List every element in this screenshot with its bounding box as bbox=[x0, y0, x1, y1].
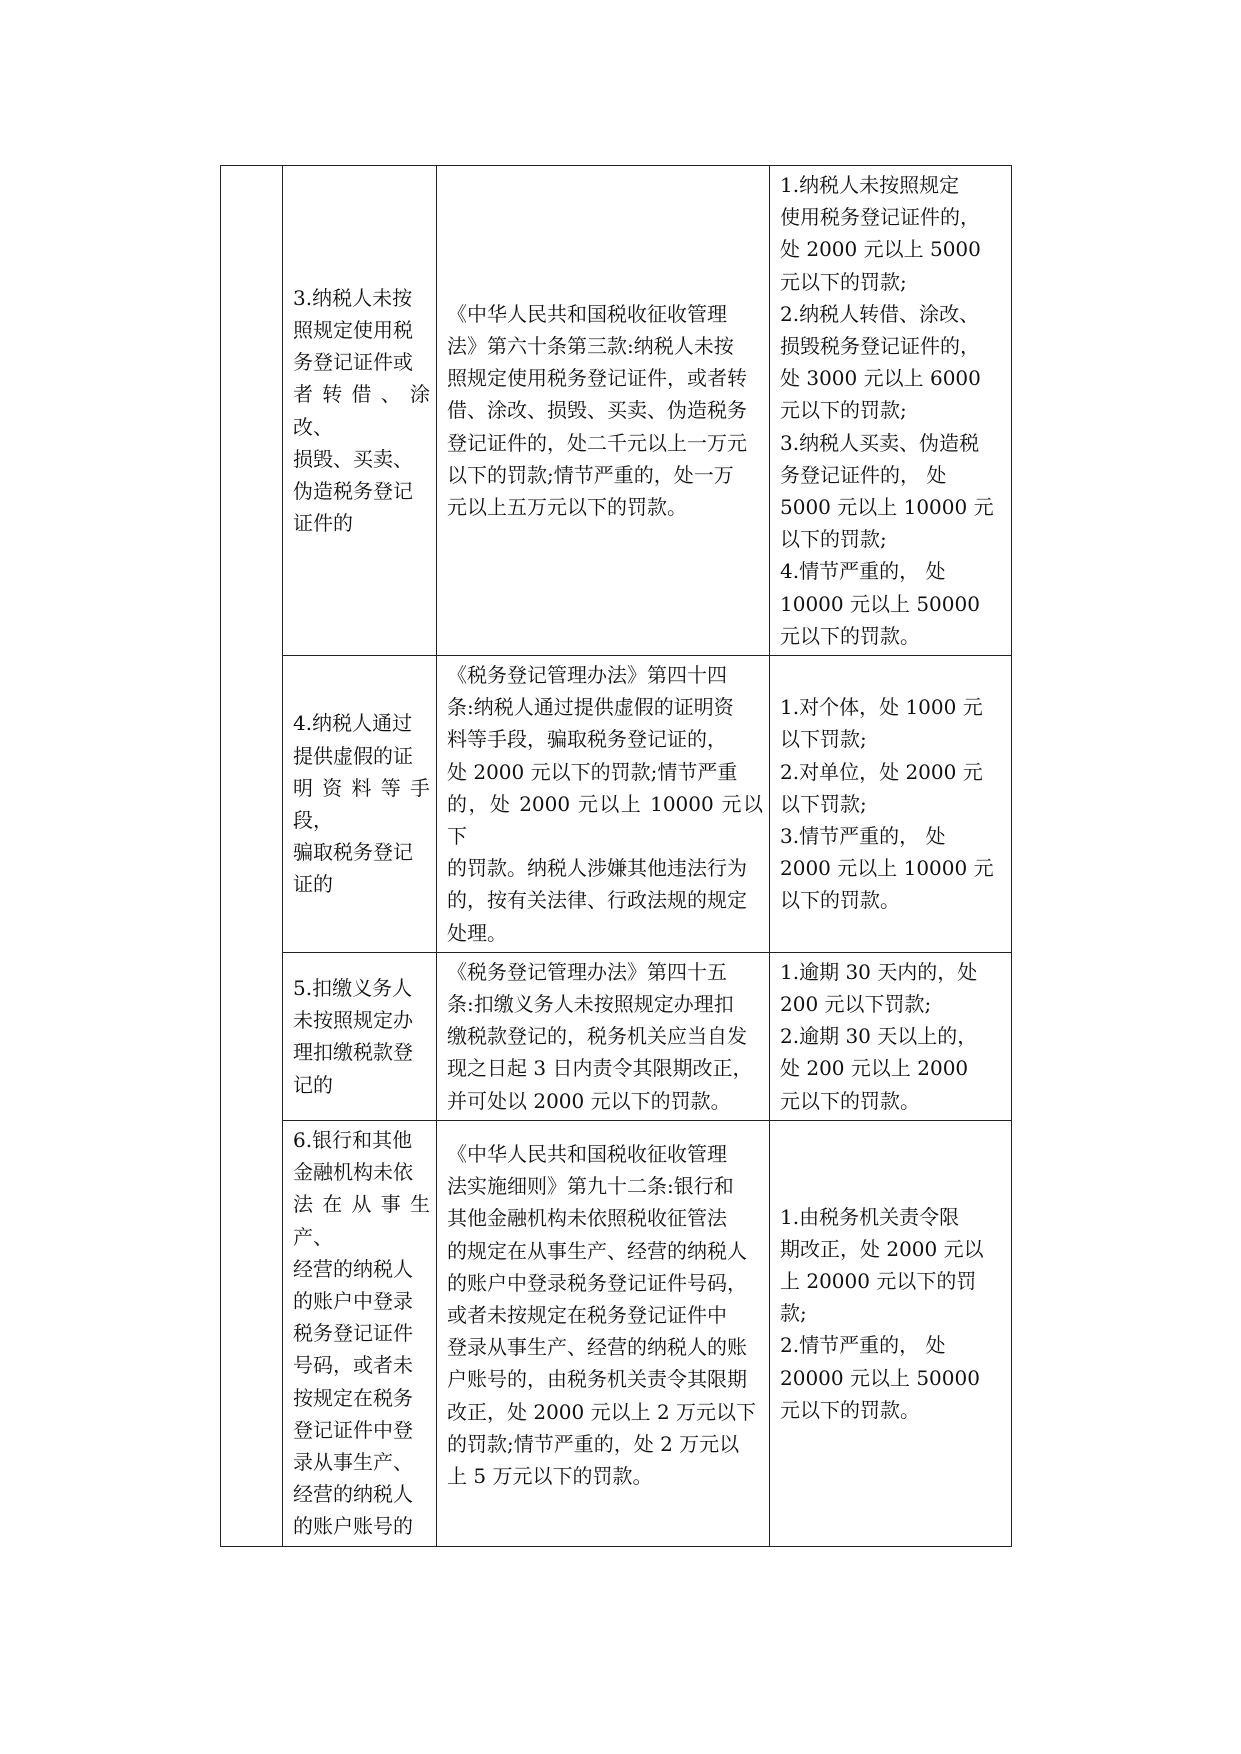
basis-line: 元以上五万元以下的罚款。 bbox=[447, 495, 687, 520]
penalty-line: 2000 元以上 10000 元 bbox=[780, 856, 994, 881]
violation-cell bbox=[283, 1120, 437, 1546]
penalty-line: 2.逾期 30 天以上的， bbox=[780, 1024, 978, 1049]
basis-line: 《中华人民共和国税收征收管理 bbox=[447, 301, 727, 326]
violation-line: 号码，或者未 bbox=[293, 1353, 413, 1378]
legal-basis-cell bbox=[437, 952, 770, 1120]
penalty-line: 1.对个体，处 1000 元 bbox=[780, 695, 983, 720]
penalty-line: 3.纳税人买卖、伪造税 bbox=[780, 430, 980, 455]
violation-line: 的账户账号的 bbox=[293, 1514, 413, 1539]
penalty-line: 款; bbox=[780, 1301, 807, 1326]
legal-basis-cell bbox=[437, 1120, 770, 1546]
basis-line: 并可处以 2000 元以下的罚款。 bbox=[447, 1088, 731, 1113]
penalty-line: 元以下的罚款。 bbox=[780, 1088, 920, 1113]
violation-line: 明资料等手段， bbox=[293, 775, 430, 832]
basis-line: 户账号的，由税务机关责令其限期 bbox=[447, 1367, 747, 1392]
violation-line: 者转借、涂改、 bbox=[293, 382, 430, 439]
basis-line: 《税务登记管理办法》第四十五 bbox=[447, 959, 727, 984]
basis-line: 法实施细则》第九十二条:银行和 bbox=[447, 1174, 734, 1199]
basis-line: 或者未按规定在税务登记证件中 bbox=[447, 1302, 727, 1327]
violation-line: 5.扣缴义务人 bbox=[293, 975, 413, 1000]
basis-line: 上 5 万元以下的罚款。 bbox=[447, 1463, 653, 1488]
legal-basis-cell bbox=[437, 166, 770, 656]
penalty-line: 以下罚款; bbox=[780, 727, 867, 752]
penalty-line: 1.逾期 30 天内的，处 bbox=[780, 959, 978, 984]
penalty-line: 200 元以下罚款; bbox=[780, 992, 932, 1017]
penalty-line: 3.情节严重的， 处 bbox=[780, 824, 946, 849]
violation-line: 提供虚假的证 bbox=[293, 743, 413, 768]
category-cell bbox=[221, 166, 283, 1547]
violation-line: 未按照规定办 bbox=[293, 1008, 413, 1033]
violation-line: 骗取税务登记 bbox=[293, 840, 413, 865]
basis-line: 处理。 bbox=[447, 920, 507, 945]
basis-line: 以下的罚款;情节严重的，处一万 bbox=[447, 462, 734, 487]
violation-cell bbox=[283, 166, 437, 656]
penalty-line: 元以下的罚款; bbox=[780, 269, 907, 294]
violation-line: 税务登记证件 bbox=[293, 1321, 413, 1346]
violation-line: 3.纳税人未按 bbox=[293, 285, 413, 310]
basis-line: 《税务登记管理办法》第四十四 bbox=[447, 663, 727, 688]
penalty-line: 使用税务登记证件的， bbox=[780, 205, 980, 230]
violation-cell bbox=[283, 952, 437, 1120]
violation-line: 的账户中登录 bbox=[293, 1288, 413, 1313]
basis-line: 《中华人民共和国税收征收管理 bbox=[447, 1141, 727, 1166]
violation-line: 照规定使用税 bbox=[293, 317, 413, 342]
basis-line: 的，按有关法律、行政法规的规定 bbox=[447, 888, 747, 913]
basis-line: 缴税款登记的，税务机关应当自发 bbox=[447, 1024, 747, 1049]
penalty-line: 以下的罚款。 bbox=[780, 888, 900, 913]
penalty-line: 4.情节严重的， 处 bbox=[780, 559, 946, 584]
penalty-line: 处 2000 元以上 5000 bbox=[780, 237, 981, 262]
basis-line: 照规定使用税务登记证件，或者转 bbox=[447, 366, 747, 391]
violation-line: 6.银行和其他 bbox=[293, 1127, 413, 1152]
penalty-line: 1.由税务机关责令限 bbox=[780, 1204, 960, 1229]
penalty-line: 以下的罚款; bbox=[780, 527, 887, 552]
penalty-line: 1.纳税人未按照规定 bbox=[780, 173, 960, 197]
table-row bbox=[221, 1120, 1012, 1546]
penalty-line: 务登记证件的， 处 bbox=[780, 462, 947, 487]
violation-line: 证的 bbox=[293, 872, 333, 897]
violation-line: 4.纳税人通过 bbox=[293, 711, 413, 736]
penalty-line: 10000 元以上 50000 bbox=[780, 591, 980, 616]
penalty-cell bbox=[770, 656, 1012, 953]
penalty-cell bbox=[770, 952, 1012, 1120]
basis-line: 处 2000 元以下的罚款;情节严重 bbox=[447, 759, 738, 784]
violation-line: 记的 bbox=[293, 1072, 333, 1097]
basis-line: 条:扣缴义务人未按照规定办理扣 bbox=[447, 992, 734, 1017]
penalty-cell bbox=[770, 1120, 1012, 1546]
penalty-line: 处 200 元以上 2000 bbox=[780, 1056, 969, 1081]
penalty-line: 2.纳税人转借、涂改、 bbox=[780, 301, 980, 326]
basis-line: 法》第六十条第三款:纳税人未按 bbox=[447, 334, 734, 359]
basis-line: 的规定在从事生产、经营的纳税人 bbox=[447, 1238, 747, 1263]
penalty-line: 元以下的罚款; bbox=[780, 398, 907, 423]
violation-line: 务登记证件或 bbox=[293, 350, 413, 375]
penalty-line: 处 3000 元以上 6000 bbox=[780, 366, 981, 391]
penalty-table bbox=[220, 165, 1012, 1547]
legal-basis-cell bbox=[437, 656, 770, 953]
penalty-cell bbox=[770, 166, 1012, 656]
penalty-line: 元以下的罚款。 bbox=[780, 1397, 920, 1422]
basis-line: 的，处 2000 元以上 10000 元以下 bbox=[447, 791, 763, 849]
violation-line: 法在从事生产、 bbox=[293, 1192, 430, 1249]
basis-line: 料等手段，骗取税务登记证的， bbox=[447, 727, 727, 752]
basis-line: 条:纳税人通过提供虚假的证明资 bbox=[447, 695, 734, 720]
violation-line: 登记证件中登 bbox=[293, 1417, 413, 1442]
basis-line: 现之日起 3 日内责令其限期改正， bbox=[447, 1056, 753, 1081]
penalty-line: 2.对单位，处 2000 元 bbox=[780, 759, 983, 784]
violation-cell bbox=[283, 656, 437, 953]
penalty-line: 5000 元以上 10000 元 bbox=[780, 495, 994, 520]
basis-line: 的罚款;情节严重的，处 2 万元以 bbox=[447, 1431, 740, 1456]
basis-line: 其他金融机构未依照税收征管法 bbox=[447, 1206, 727, 1231]
basis-line: 改正，处 2000 元以上 2 万元以下 bbox=[447, 1399, 757, 1424]
violation-line: 证件的 bbox=[293, 511, 353, 536]
penalty-line: 期改正，处 2000 元以 bbox=[780, 1236, 984, 1261]
violation-line: 经营的纳税人 bbox=[293, 1256, 413, 1281]
table-row bbox=[221, 656, 1012, 953]
penalty-line: 20000 元以上 50000 bbox=[780, 1365, 980, 1390]
violation-line: 金融机构未依 bbox=[293, 1160, 413, 1185]
basis-line: 的罚款。纳税人涉嫌其他违法行为 bbox=[447, 856, 747, 881]
penalty-line: 上 20000 元以下的罚 bbox=[780, 1268, 977, 1293]
penalty-line: 以下罚款; bbox=[780, 791, 867, 816]
violation-line: 理扣缴税款登 bbox=[293, 1040, 413, 1065]
violation-line: 伪造税务登记 bbox=[293, 478, 413, 503]
violation-line: 损毁、买卖、 bbox=[293, 446, 413, 471]
violation-line: 经营的纳税人 bbox=[293, 1482, 413, 1507]
basis-line: 借、涂改、损毁、买卖、伪造税务 bbox=[447, 398, 747, 423]
basis-line: 的账户中登录税务登记证件号码， bbox=[447, 1270, 747, 1295]
penalty-line: 2.情节严重的， 处 bbox=[780, 1333, 946, 1358]
violation-line: 录从事生产、 bbox=[293, 1449, 413, 1474]
penalty-line: 元以下的罚款。 bbox=[780, 623, 920, 648]
table-row bbox=[221, 952, 1012, 1120]
violation-line: 按规定在税务 bbox=[293, 1385, 413, 1410]
table-row bbox=[221, 166, 1012, 656]
basis-line: 登记证件的，处二千元以上一万元 bbox=[447, 430, 747, 455]
basis-line: 登录从事生产、经营的纳税人的账 bbox=[447, 1335, 747, 1360]
penalty-line: 损毁税务登记证件的， bbox=[780, 334, 980, 359]
